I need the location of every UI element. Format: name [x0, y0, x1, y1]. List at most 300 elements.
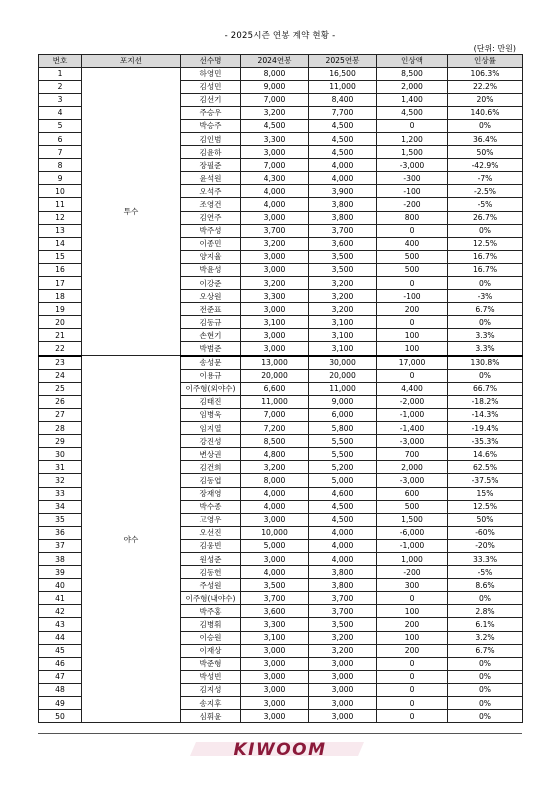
- salary-2024: 3,000: [241, 697, 309, 710]
- player-name: 임병욱: [181, 408, 241, 421]
- raise-rate: 2.8%: [448, 605, 523, 618]
- salary-2024: 3,000: [241, 329, 309, 342]
- row-number: 10: [39, 185, 82, 198]
- salary-2024: 4,000: [241, 500, 309, 513]
- salary-2024: 7,200: [241, 422, 309, 435]
- salary-2025: 4,000: [309, 539, 377, 552]
- row-number: 45: [39, 644, 82, 657]
- player-name: 김태진: [181, 395, 241, 408]
- raise-rate: 0%: [448, 683, 523, 696]
- row-number: 15: [39, 250, 82, 263]
- svg-text:KIWOOM: KIWOOM: [233, 740, 327, 760]
- raise-amount: 17,000: [377, 356, 448, 370]
- raise-rate: 12.5%: [448, 500, 523, 513]
- salary-2024: 3,300: [241, 618, 309, 631]
- salary-2025: 4,000: [309, 526, 377, 539]
- salary-2025: 3,800: [309, 566, 377, 579]
- player-name: 송성문: [181, 356, 241, 370]
- raise-rate: -5%: [448, 198, 523, 211]
- salary-2024: 3,600: [241, 605, 309, 618]
- salary-2024: 4,000: [241, 185, 309, 198]
- row-number: 50: [39, 710, 82, 723]
- salary-2025: 3,200: [309, 290, 377, 303]
- player-name: 박승주: [181, 119, 241, 132]
- salary-2025: 9,000: [309, 395, 377, 408]
- player-name: 송지후: [181, 697, 241, 710]
- raise-rate: 0%: [448, 670, 523, 683]
- page-title: - 2025시즌 연봉 계약 현황 -: [224, 31, 336, 41]
- player-name: 김동엽: [181, 474, 241, 487]
- player-name: 이재상: [181, 644, 241, 657]
- raise-amount: 4,400: [377, 382, 448, 395]
- table-header-row: [39, 55, 523, 68]
- raise-rate: -42.9%: [448, 159, 523, 172]
- salary-2024: 10,000: [241, 526, 309, 539]
- row-number: 23: [39, 356, 82, 370]
- salary-2025: 3,900: [309, 185, 377, 198]
- raise-amount: 0: [377, 316, 448, 329]
- salary-2025: 4,500: [309, 132, 377, 145]
- salary-2024: 8,000: [241, 474, 309, 487]
- row-number: 7: [39, 146, 82, 159]
- raise-amount: 0: [377, 277, 448, 290]
- salary-2025: 3,000: [309, 657, 377, 670]
- raise-rate: -7%: [448, 172, 523, 185]
- salary-2024: 3,000: [241, 683, 309, 696]
- raise-rate: -5%: [448, 566, 523, 579]
- row-number: 33: [39, 487, 82, 500]
- salary-2025: 5,500: [309, 435, 377, 448]
- player-name: 변상권: [181, 448, 241, 461]
- header-player: 선수명: [181, 55, 241, 68]
- raise-rate: -20%: [448, 539, 523, 552]
- row-number: 11: [39, 198, 82, 211]
- raise-amount: 1,200: [377, 132, 448, 145]
- player-name: 임지열: [181, 422, 241, 435]
- row-number: 39: [39, 566, 82, 579]
- row-number: 41: [39, 592, 82, 605]
- raise-rate: -14.3%: [448, 408, 523, 421]
- unit-label: (단위: 만원): [473, 44, 516, 53]
- player-name: 심휘윤: [181, 710, 241, 723]
- salary-2025: 3,000: [309, 697, 377, 710]
- salary-2024: 8,500: [241, 435, 309, 448]
- salary-2024: 3,000: [241, 211, 309, 224]
- raise-amount: 100: [377, 342, 448, 356]
- raise-amount: -200: [377, 198, 448, 211]
- salary-2024: 4,000: [241, 487, 309, 500]
- row-number: 47: [39, 670, 82, 683]
- salary-2025: 3,100: [309, 329, 377, 342]
- raise-amount: 400: [377, 237, 448, 250]
- raise-amount: 4,500: [377, 106, 448, 119]
- raise-rate: 66.7%: [448, 382, 523, 395]
- raise-rate: 6.7%: [448, 644, 523, 657]
- salary-2025: 3,100: [309, 316, 377, 329]
- salary-2025: 3,600: [309, 237, 377, 250]
- raise-rate: 0%: [448, 369, 523, 382]
- salary-2024: 3,000: [241, 303, 309, 316]
- salary-2024: 3,300: [241, 290, 309, 303]
- raise-rate: 3.3%: [448, 342, 523, 356]
- salary-2024: 13,000: [241, 356, 309, 370]
- salary-2025: 3,000: [309, 683, 377, 696]
- raise-rate: 0%: [448, 316, 523, 329]
- salary-2025: 3,700: [309, 592, 377, 605]
- raise-amount: -200: [377, 566, 448, 579]
- raise-amount: 0: [377, 710, 448, 723]
- raise-rate: -35.3%: [448, 435, 523, 448]
- salary-2024: 3,200: [241, 461, 309, 474]
- player-name: 주성원: [181, 579, 241, 592]
- salary-2024: 3,700: [241, 592, 309, 605]
- table-row: [39, 67, 523, 80]
- raise-amount: 1,400: [377, 93, 448, 106]
- kiwoom-logo-mark: [190, 738, 370, 760]
- raise-rate: 0%: [448, 224, 523, 237]
- row-number: 18: [39, 290, 82, 303]
- row-number: 49: [39, 697, 82, 710]
- player-name: 박주성: [181, 224, 241, 237]
- salary-2024: 7,000: [241, 93, 309, 106]
- raise-rate: 22.2%: [448, 80, 523, 93]
- player-name: 오상원: [181, 290, 241, 303]
- raise-amount: -2,000: [377, 395, 448, 408]
- salary-2024: 3,100: [241, 316, 309, 329]
- raise-amount: 500: [377, 263, 448, 276]
- salary-2024: 4,800: [241, 448, 309, 461]
- salary-2025: 4,500: [309, 500, 377, 513]
- raise-amount: 0: [377, 697, 448, 710]
- row-number: 9: [39, 172, 82, 185]
- raise-amount: -3,000: [377, 159, 448, 172]
- player-name: 박준형: [181, 657, 241, 670]
- player-name: 이종민: [181, 237, 241, 250]
- salary-2025: 3,000: [309, 710, 377, 723]
- raise-rate: 0%: [448, 697, 523, 710]
- raise-amount: -6,000: [377, 526, 448, 539]
- salary-2025: 7,700: [309, 106, 377, 119]
- raise-rate: 14.6%: [448, 448, 523, 461]
- player-name: 박주홍: [181, 605, 241, 618]
- player-name: 강진성: [181, 435, 241, 448]
- salary-2025: 8,400: [309, 93, 377, 106]
- salary-2024: 20,000: [241, 369, 309, 382]
- raise-amount: 1,500: [377, 146, 448, 159]
- raise-rate: 16.7%: [448, 250, 523, 263]
- raise-amount: 200: [377, 618, 448, 631]
- salary-2025: 16,500: [309, 67, 377, 80]
- row-number: 36: [39, 526, 82, 539]
- row-number: 29: [39, 435, 82, 448]
- salary-2025: 4,500: [309, 146, 377, 159]
- row-number: 31: [39, 461, 82, 474]
- kiwoom-logo: [0, 738, 560, 764]
- raise-amount: 1,000: [377, 552, 448, 565]
- player-name: 김동헌: [181, 566, 241, 579]
- row-number: 42: [39, 605, 82, 618]
- raise-rate: 106.3%: [448, 67, 523, 80]
- player-name: 장필준: [181, 159, 241, 172]
- salary-2024: 3,000: [241, 342, 309, 356]
- row-number: 30: [39, 448, 82, 461]
- raise-amount: -300: [377, 172, 448, 185]
- row-number: 26: [39, 395, 82, 408]
- raise-rate: 0%: [448, 710, 523, 723]
- row-number: 17: [39, 277, 82, 290]
- raise-amount: 0: [377, 683, 448, 696]
- salary-2025: 4,500: [309, 119, 377, 132]
- row-number: 13: [39, 224, 82, 237]
- player-name: 이주형(외야수): [181, 382, 241, 395]
- row-number: 12: [39, 211, 82, 224]
- row-number: 25: [39, 382, 82, 395]
- raise-rate: 3.2%: [448, 631, 523, 644]
- header-number: 번호: [39, 55, 82, 68]
- salary-2025: 3,500: [309, 250, 377, 263]
- header-raise-amount: 인상액: [377, 55, 448, 68]
- player-name: 김인범: [181, 132, 241, 145]
- row-number: 21: [39, 329, 82, 342]
- raise-amount: 700: [377, 448, 448, 461]
- salary-2025: 3,700: [309, 224, 377, 237]
- salary-2024: 11,000: [241, 395, 309, 408]
- salary-2025: 3,700: [309, 605, 377, 618]
- salary-2024: 3,000: [241, 263, 309, 276]
- row-number: 1: [39, 67, 82, 80]
- raise-amount: 2,000: [377, 461, 448, 474]
- salary-2025: 3,200: [309, 631, 377, 644]
- row-number: 43: [39, 618, 82, 631]
- row-number: 4: [39, 106, 82, 119]
- raise-amount: 100: [377, 631, 448, 644]
- header-salary-2024: 2024연봉: [241, 55, 309, 68]
- raise-rate: 15%: [448, 487, 523, 500]
- salary-2024: 3,000: [241, 644, 309, 657]
- row-number: 38: [39, 552, 82, 565]
- player-name: 이용규: [181, 369, 241, 382]
- raise-amount: 600: [377, 487, 448, 500]
- table-body: [39, 67, 523, 723]
- salary-2024: 4,000: [241, 198, 309, 211]
- row-number: 2: [39, 80, 82, 93]
- salary-2025: 6,000: [309, 408, 377, 421]
- player-name: 원성준: [181, 552, 241, 565]
- raise-rate: 20%: [448, 93, 523, 106]
- player-name: 박범준: [181, 342, 241, 356]
- player-name: 오선진: [181, 526, 241, 539]
- player-name: 김동규: [181, 316, 241, 329]
- row-number: 32: [39, 474, 82, 487]
- raise-rate: 33.3%: [448, 552, 523, 565]
- raise-amount: -1,000: [377, 408, 448, 421]
- raise-rate: 0%: [448, 657, 523, 670]
- salary-2025: 30,000: [309, 356, 377, 370]
- salary-2025: 3,800: [309, 579, 377, 592]
- raise-rate: -18.2%: [448, 395, 523, 408]
- salary-2025: 4,500: [309, 513, 377, 526]
- player-name: 이승원: [181, 631, 241, 644]
- raise-rate: 16.7%: [448, 263, 523, 276]
- salary-2025: 3,000: [309, 670, 377, 683]
- salary-2025: 20,000: [309, 369, 377, 382]
- player-name: 이강준: [181, 277, 241, 290]
- player-name: 하영민: [181, 67, 241, 80]
- row-number: 34: [39, 500, 82, 513]
- salary-2025: 5,200: [309, 461, 377, 474]
- row-number: 24: [39, 369, 82, 382]
- raise-rate: 6.7%: [448, 303, 523, 316]
- player-name: 김연주: [181, 211, 241, 224]
- raise-rate: 140.6%: [448, 106, 523, 119]
- raise-amount: 300: [377, 579, 448, 592]
- salary-2024: 7,000: [241, 159, 309, 172]
- salary-2025: 3,800: [309, 198, 377, 211]
- raise-amount: 0: [377, 119, 448, 132]
- player-name: 양지율: [181, 250, 241, 263]
- salary-2024: 9,000: [241, 80, 309, 93]
- raise-rate: 12.5%: [448, 237, 523, 250]
- salary-2024: 6,600: [241, 382, 309, 395]
- salary-2025: 3,500: [309, 263, 377, 276]
- player-name: 김성민: [181, 80, 241, 93]
- row-number: 6: [39, 132, 82, 145]
- position-cell: 투수: [82, 67, 181, 356]
- player-name: 김건희: [181, 461, 241, 474]
- row-number: 20: [39, 316, 82, 329]
- player-name: 박성빈: [181, 670, 241, 683]
- row-number: 35: [39, 513, 82, 526]
- raise-amount: 200: [377, 303, 448, 316]
- player-name: 박윤성: [181, 263, 241, 276]
- raise-amount: 100: [377, 329, 448, 342]
- salary-2025: 4,600: [309, 487, 377, 500]
- salary-2024: 5,000: [241, 539, 309, 552]
- raise-rate: 3.3%: [448, 329, 523, 342]
- salary-2024: 3,000: [241, 513, 309, 526]
- salary-2024: 4,500: [241, 119, 309, 132]
- player-name: 손현기: [181, 329, 241, 342]
- header-salary-2025: 2025연봉: [309, 55, 377, 68]
- raise-rate: 0%: [448, 119, 523, 132]
- salary-2025: 11,000: [309, 382, 377, 395]
- salary-2024: 3,000: [241, 657, 309, 670]
- raise-rate: -60%: [448, 526, 523, 539]
- salary-2024: 3,000: [241, 552, 309, 565]
- player-name: 오석주: [181, 185, 241, 198]
- raise-amount: 0: [377, 670, 448, 683]
- row-number: 16: [39, 263, 82, 276]
- row-number: 28: [39, 422, 82, 435]
- raise-rate: 62.5%: [448, 461, 523, 474]
- raise-amount: -1,400: [377, 422, 448, 435]
- player-name: 윤석원: [181, 172, 241, 185]
- raise-amount: 800: [377, 211, 448, 224]
- raise-amount: -1,000: [377, 539, 448, 552]
- player-name: 고영우: [181, 513, 241, 526]
- table-row: [39, 356, 523, 370]
- salary-2024: 7,000: [241, 408, 309, 421]
- raise-amount: 0: [377, 369, 448, 382]
- raise-rate: -37.5%: [448, 474, 523, 487]
- row-number: 14: [39, 237, 82, 250]
- salary-2024: 3,000: [241, 250, 309, 263]
- raise-amount: 8,500: [377, 67, 448, 80]
- salary-2024: 3,700: [241, 224, 309, 237]
- row-number: 19: [39, 303, 82, 316]
- salary-2024: 4,000: [241, 566, 309, 579]
- raise-amount: 0: [377, 224, 448, 237]
- row-number: 27: [39, 408, 82, 421]
- player-name: 김웅빈: [181, 539, 241, 552]
- salary-2025: 4,000: [309, 172, 377, 185]
- row-number: 8: [39, 159, 82, 172]
- salary-2024: 8,000: [241, 67, 309, 80]
- player-name: 김지성: [181, 683, 241, 696]
- salary-2024: 3,000: [241, 146, 309, 159]
- raise-rate: 0%: [448, 277, 523, 290]
- player-name: 김윤하: [181, 146, 241, 159]
- header-raise-rate: 인상률: [448, 55, 523, 68]
- salary-2025: 4,000: [309, 552, 377, 565]
- salary-2025: 5,000: [309, 474, 377, 487]
- row-number: 5: [39, 119, 82, 132]
- raise-rate: 50%: [448, 513, 523, 526]
- header-position: 포지션: [82, 55, 181, 68]
- raise-rate: -3%: [448, 290, 523, 303]
- raise-rate: 50%: [448, 146, 523, 159]
- raise-amount: -3,000: [377, 474, 448, 487]
- salary-2025: 3,200: [309, 277, 377, 290]
- raise-rate: 0%: [448, 592, 523, 605]
- raise-rate: 36.4%: [448, 132, 523, 145]
- player-name: 조영건: [181, 198, 241, 211]
- salary-2025: 4,000: [309, 159, 377, 172]
- raise-amount: 500: [377, 500, 448, 513]
- salary-2025: 5,800: [309, 422, 377, 435]
- raise-amount: 0: [377, 657, 448, 670]
- raise-amount: 1,500: [377, 513, 448, 526]
- raise-amount: 0: [377, 592, 448, 605]
- salary-2025: 3,200: [309, 644, 377, 657]
- row-number: 44: [39, 631, 82, 644]
- raise-rate: 6.1%: [448, 618, 523, 631]
- salary-2025: 11,000: [309, 80, 377, 93]
- row-number: 48: [39, 683, 82, 696]
- contract-table: [38, 54, 523, 723]
- player-name: 김병휘: [181, 618, 241, 631]
- raise-amount: 100: [377, 605, 448, 618]
- raise-rate: 26.7%: [448, 211, 523, 224]
- salary-2025: 3,200: [309, 303, 377, 316]
- salary-2024: 3,000: [241, 670, 309, 683]
- player-name: 이주형(내야수): [181, 592, 241, 605]
- salary-2024: 3,500: [241, 579, 309, 592]
- raise-amount: 500: [377, 250, 448, 263]
- salary-2024: 3,200: [241, 277, 309, 290]
- player-name: 장재영: [181, 487, 241, 500]
- raise-amount: 200: [377, 644, 448, 657]
- raise-rate: 8.6%: [448, 579, 523, 592]
- raise-rate: 130.8%: [448, 356, 523, 370]
- raise-amount: -100: [377, 185, 448, 198]
- position-cell: 야수: [82, 356, 181, 723]
- row-number: 46: [39, 657, 82, 670]
- salary-2024: 3,000: [241, 710, 309, 723]
- salary-2025: 5,500: [309, 448, 377, 461]
- player-name: 주승우: [181, 106, 241, 119]
- raise-rate: -19.4%: [448, 422, 523, 435]
